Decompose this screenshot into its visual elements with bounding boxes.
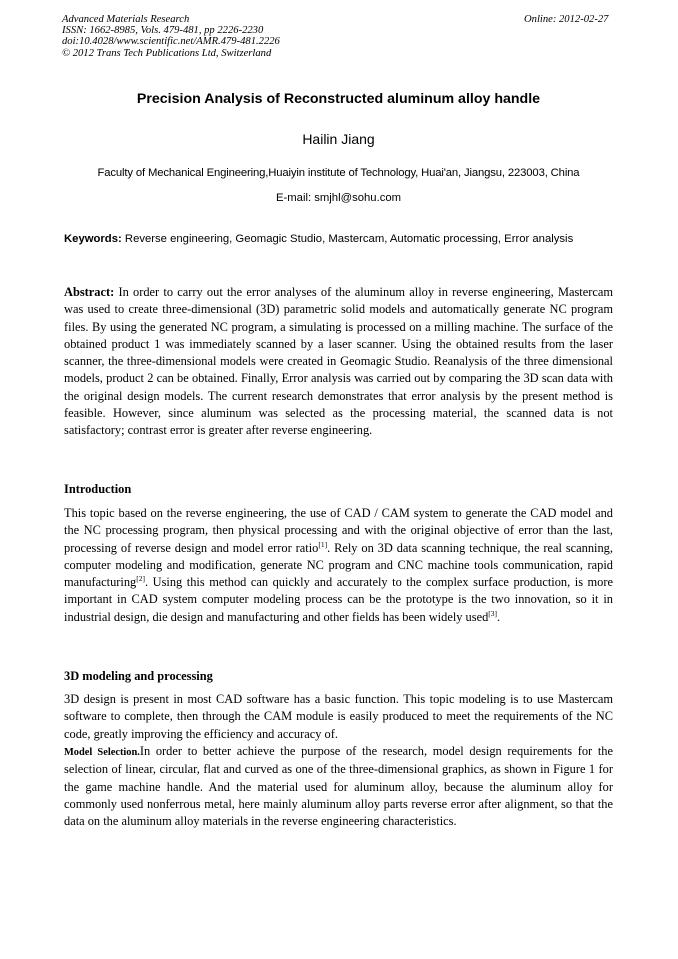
keywords-label: Keywords:	[64, 233, 122, 245]
journal-header	[62, 14, 280, 59]
abstract-text: In order to carry out the error analyses of the aluminum alloy in reverse engineering, Mastercam was used to create three-dimensional (3D) parametric solid models and automatically generate NC program files. By using the generated NC program, a simulating is processed on a milling machine. The surface of the obtained product 1 was immediately scanned by a laser scanner. Using the obtained results from the laser scanner, the three-dimensional models were created in Geomagic Studio. Reanalysis of the three dimensional models, product 2 can be obtained. Finally, Error analysis was carried out by comparing the 3D scan data with the original design models. The current research demonstrates that error analysis by the present method is feasible. However, since aluminum was selected as the processing material, the scanned data is not satisfactory; contrast error is greater after reverse engineering.	[64, 285, 613, 438]
section-heading-introduction: Introduction	[64, 482, 132, 496]
copyright-line: © 2012 Trans Tech Publications Ltd, Switzerland	[62, 47, 272, 59]
issn-line: ISSN: 1662-8985, Vols. 479-481, pp 2226-2230	[62, 25, 264, 37]
section-heading-3d-modeling: 3D modeling and processing	[64, 669, 213, 683]
abstract	[64, 284, 613, 440]
model-selection-paragraph: Model Selection.In order to better achieve the purpose of the research, model design requirements for the selection of linear, circular, flat and curved as one of the three-dimensional graphics, as shown in Figure 1 for the game machine handle. And the material used for aluminum alloy, because the aluminum alloy for commonly used nonferrous metal, here mainly aluminum alloy parts reverse error after alignment, so that the data on the aluminum alloy materials in the reverse engineering characteristics.	[64, 744, 613, 829]
doi-line: doi:10.4028/www.scientific.net/AMR.479-481.2226	[62, 36, 280, 48]
journal-name: Advanced Materials Research	[62, 14, 190, 25]
keywords-text: Reverse engineering, Geomagic Studio, Mastercam, Automatic processing, Error analysis	[121, 233, 574, 245]
author-email: E-mail: smjhl@sohu.com	[275, 192, 402, 204]
introduction-paragraph: This topic based on the reverse engineering, the use of CAD / CAM system to generate the CAD model and the NC processing program, then physical processing and with the original objective of error than the last, processing of reverse design and model error ratio[1]. Rely on 3D data scanning technique, the real scanning, computer modeling and modification, generate NC program and CNC machine tools communication, rapid manufacturing[2]. Using this method can quickly and accurately to the complex surface production, is more important in CAD system computer modeling process can be the prototype is the two innovation, so it in industrial design, die design and manufacturing and other fields has been widely used[3].	[64, 506, 613, 624]
citation-1: [1]	[318, 539, 328, 549]
model-selection-label: Model Selection.	[64, 747, 140, 758]
modeling-paragraph: 3D design is present in most CAD software has a basic function. This topic modeling is to use Mastercam software to complete, then through the CAM module is easily produced to meet the requirements of the NC code, greatly improving the efficiency and accuracy of.	[64, 692, 613, 741]
abstract-label: Abstract:	[64, 285, 115, 299]
citation-3: [3]	[488, 608, 498, 618]
author-name: Hailin Jiang	[302, 131, 375, 147]
keywords	[64, 231, 613, 248]
author-affiliation: Faculty of Mechanical Engineering,Huaiyin institute of Technology, Huai'an, Jiangsu, 223003, China	[97, 167, 580, 179]
paper-title: Precision Analysis of Reconstructed aluminum alloy handle	[136, 91, 541, 107]
online-date: Online: 2012-02-27	[524, 14, 609, 25]
citation-2: [2]	[136, 574, 146, 584]
